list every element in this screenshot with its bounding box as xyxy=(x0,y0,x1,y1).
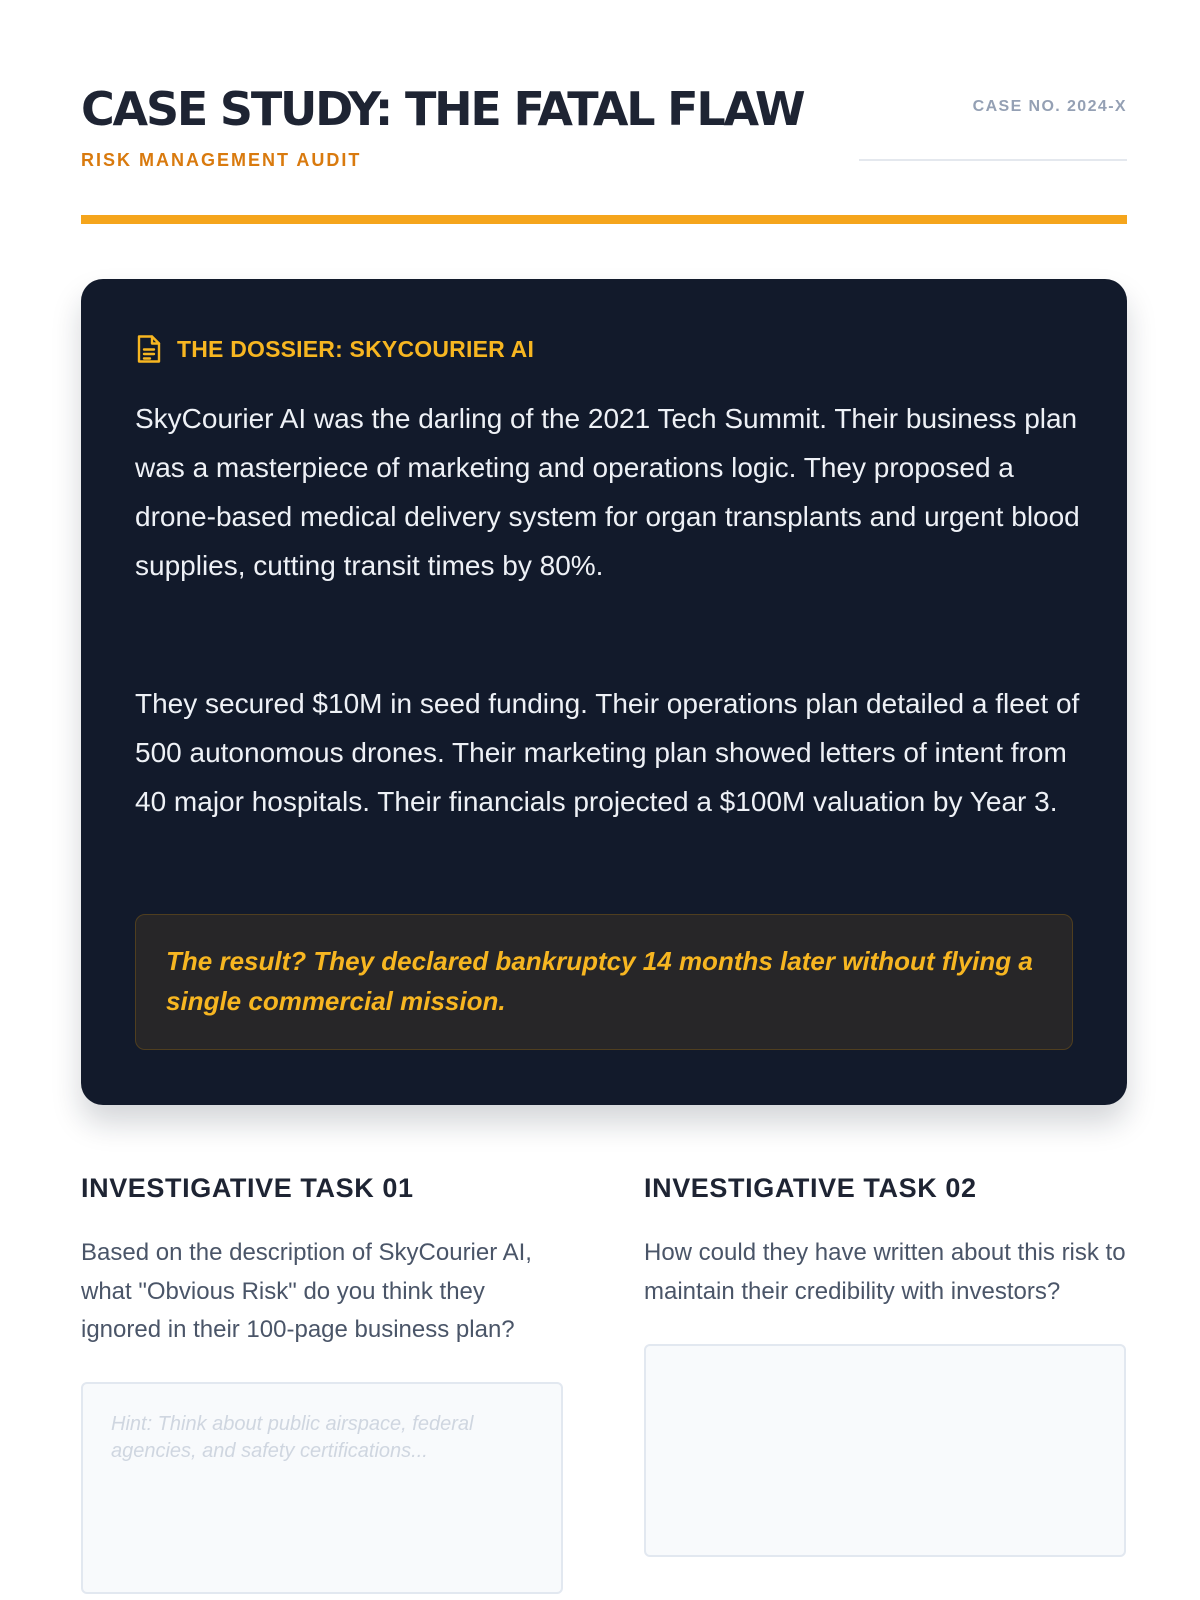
task-01-answer-field[interactable] xyxy=(81,1382,563,1594)
task-question: Based on the description of SkyCourier AI, what "Obvious Risk" do you think they ignored in their 100-page business plan? xyxy=(81,1239,532,1343)
page-title: CASE STUDY: THE FATAL FLAW xyxy=(81,82,804,136)
task-question: How could they have written about this risk to maintain their credibility with investors? xyxy=(644,1239,1126,1305)
dossier-card xyxy=(81,279,1127,1105)
case-number: CASE NO. 2024-X xyxy=(972,98,1127,115)
result-callout xyxy=(135,914,1073,1050)
dossier-title: THE DOSSIER: SKYCOURIER AI xyxy=(177,335,535,362)
page-subtitle: RISK MANAGEMENT AUDIT xyxy=(81,150,362,170)
result-text: The result? They declared bankruptcy 14 months later without flying a single commercial mission. xyxy=(166,946,1033,1016)
task-heading: INVESTIGATIVE TASK 02 xyxy=(644,1173,977,1203)
dossier-paragraph: SkyCourier AI was the darling of the 2021 Tech Summit. Their business plan was a masterpiece of marketing and operations logic. They proposed a drone-based medical delivery system for organ transplants and urgent blood supplies, cutting transit times by 80%. xyxy=(135,403,1080,581)
investigative-task-02 xyxy=(644,1172,1126,1305)
page-header xyxy=(81,0,1127,226)
task-heading: INVESTIGATIVE TASK 01 xyxy=(81,1173,414,1203)
header-accent-bar xyxy=(81,215,1127,224)
worksheet-page xyxy=(81,0,1127,1343)
investigative-task-01 xyxy=(81,1172,563,1343)
dossier-header xyxy=(135,333,534,365)
case-number-underline xyxy=(859,159,1127,161)
task-02-answer-field[interactable] xyxy=(644,1344,1126,1557)
document-icon xyxy=(135,333,163,365)
dossier-paragraph: They secured $10M in seed funding. Their operations plan detailed a fleet of 500 autonomous drones. Their marketing plan showed letters of intent from 40 major hospitals. Their financials projected a $100M valuation by Year 3. xyxy=(135,688,1080,817)
